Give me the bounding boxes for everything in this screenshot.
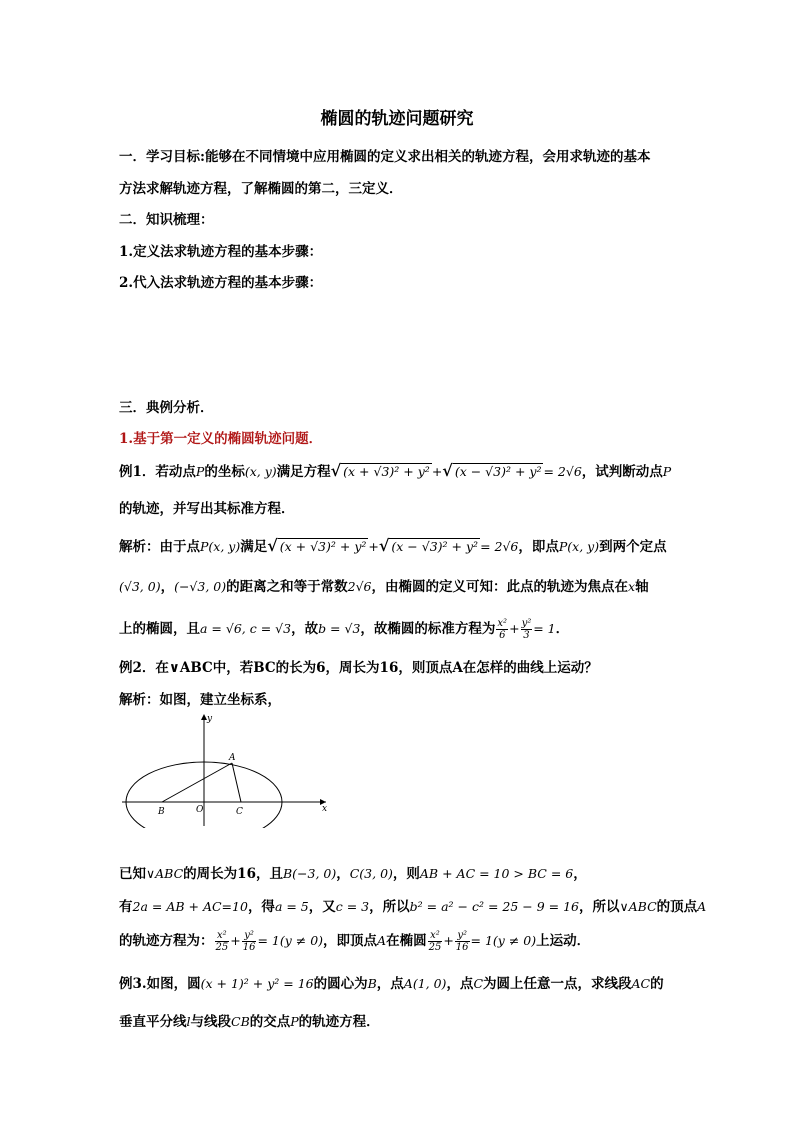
point-p: P [662, 464, 672, 479]
condition: = 1(y ≠ 0) [257, 933, 324, 948]
text: 有 [119, 899, 133, 915]
text: 满足方程 [276, 464, 331, 480]
example-2-solution-label: 解析：如图，建立坐标系， [119, 692, 281, 708]
example-2-solution-1 [119, 862, 587, 882]
fraction: $\frac{\text{y²}}{16}$ [242, 930, 256, 953]
vertex-a: A [697, 899, 707, 914]
example-3-label: 例3. [119, 976, 147, 992]
text: ，所以 [579, 899, 620, 915]
text: 为圆上任意一点，求线段 [483, 976, 632, 992]
vertex-a: A [377, 933, 387, 948]
segment-ac: AC [631, 976, 651, 991]
b-value: b = √3 [318, 621, 361, 636]
example-1-solution-1 [119, 535, 667, 555]
plus-sign: + [509, 621, 520, 636]
x-label: x [322, 804, 328, 814]
text: 如图，圆 [146, 976, 201, 992]
radical-sign: √ [267, 536, 278, 555]
text: 的轨迹方程为： [119, 933, 214, 949]
equals-one: = 1 [533, 621, 556, 636]
point-a: A(1, 0) [403, 976, 447, 991]
text: ，则 [392, 866, 420, 882]
fraction: $\frac{\text{x²}}{6}$ [497, 618, 508, 641]
example-3-statement-1 [119, 972, 664, 992]
examples-subheading: 1.基于第一定义的椭圆轨迹问题． [119, 431, 323, 447]
point-p: P [195, 464, 205, 479]
text: ，点 [376, 976, 404, 992]
text: ，试判断动点 [581, 464, 663, 480]
text: 在∨ABC中，若BC的长为6，周长为16，则顶点A在怎样的曲线上运动？ [155, 660, 598, 676]
text: ，所以 [369, 899, 410, 915]
y-label: y [207, 714, 213, 724]
plus-sign: + [443, 933, 454, 948]
text: ，故 [291, 621, 319, 637]
text: ， [573, 866, 587, 882]
fraction: $\frac{\text{y²}}{3}$ [521, 618, 532, 641]
radical-sign: √ [442, 461, 453, 480]
point-a-label: A [229, 753, 236, 763]
point-b-label: B [158, 807, 165, 817]
equation-rhs: = 2√6 [480, 539, 519, 554]
example-1-solution-2 [119, 575, 649, 595]
b-squared: b² = a² − c² = 25 − 9 = 16 [409, 899, 579, 914]
triangle: ∨ABC [146, 866, 184, 881]
fraction: $\frac{\text{x²}}{25}$ [428, 930, 442, 953]
text: ， [160, 579, 175, 595]
a-value: a = 5 [274, 899, 309, 914]
radicand-2: (x − √3)² + y² [454, 464, 542, 479]
example-2-solution-2 [119, 895, 706, 915]
text: 的距离之和等于常数 [226, 579, 348, 595]
relation-1: AB + AC = 10 > BC = 6 [419, 866, 574, 881]
text: 的周长为16，且 [183, 866, 283, 882]
text: 的圆心为 [313, 976, 368, 992]
text: ， [336, 866, 350, 882]
text: ，故椭圆的标准方程为 [360, 621, 496, 637]
text: 的轨迹方程． [298, 1014, 380, 1030]
circle-equation: (x + 1)² + y² = 16 [200, 976, 314, 991]
center-b: B [367, 976, 377, 991]
text: 满足 [240, 539, 268, 555]
point-pxy: P(x, y) [200, 539, 241, 554]
knowledge-heading: 二．知识梳理： [119, 212, 214, 228]
point-c: C [473, 976, 484, 991]
radicand-2: (x − √3)² + y² [391, 539, 479, 554]
text: 在椭圆 [386, 933, 427, 949]
radicand-1: (x + √3)² + y² [343, 464, 430, 479]
a-c-values: a = √6, c = √3 [200, 621, 292, 636]
x-axis-label: x [628, 579, 636, 594]
segment-ba [162, 763, 232, 802]
solution-label: 解析： [119, 539, 160, 555]
text: ． [555, 621, 570, 637]
example-1-label: 例1． [119, 464, 156, 480]
example-1-statement [119, 460, 671, 480]
text: ，即点 [518, 539, 559, 555]
page-title: 椭圆的轨迹问题研究 [320, 109, 474, 129]
point-c: C(3, 0) [349, 866, 393, 881]
radical-sign: √ [378, 536, 390, 555]
objectives-line-1: 一．学习目标:能够在不同情境中应用椭圆的定义求出相关的轨迹方程，会用求轨迹的基本 [119, 149, 651, 165]
point-p: P [290, 1014, 299, 1029]
text: 的交点 [249, 1014, 291, 1030]
coordinate: (x, y) [244, 464, 277, 479]
focus-2: (−√3, 0) [174, 579, 227, 594]
example-2-statement [119, 656, 598, 676]
text: ，由椭圆的定义可知：此点的轨迹为焦点在 [371, 579, 628, 595]
text: ，即顶点 [323, 933, 378, 949]
point-b: B(−3, 0) [282, 866, 337, 881]
example-2-label: 例2． [119, 660, 156, 676]
examples-heading: 三．典例分析． [119, 400, 214, 416]
text: 上运动． [536, 933, 591, 949]
point-c-label: C [236, 807, 243, 817]
text: 若动点 [155, 464, 196, 480]
knowledge-item-1: 1.定义法求轨迹方程的基本步骤： [119, 244, 323, 260]
objectives-line-2: 方法求解轨迹方程，了解椭圆的第二，三定义． [119, 181, 403, 197]
radical-sign: √ [330, 461, 342, 480]
focus-1: (√3, 0) [119, 579, 161, 594]
example-2-solution-3 [119, 929, 590, 953]
text: 的坐标 [204, 464, 245, 480]
example-1-solution-3 [119, 617, 569, 641]
text: ，点 [446, 976, 474, 992]
plus-sign: + [230, 933, 241, 948]
text: 的 [650, 976, 664, 992]
segment-ac [232, 763, 241, 802]
text: 已知 [119, 866, 146, 882]
knowledge-item-2: 2.代入法求轨迹方程的基本步骤： [119, 275, 323, 291]
origin-label: O [196, 805, 204, 815]
text: 上的椭圆，且 [119, 621, 200, 637]
condition: = 1(y ≠ 0) [470, 933, 537, 948]
example-3-statement-2 [119, 1010, 380, 1030]
triangle: ∨ABC [619, 899, 657, 914]
text: 的顶点 [656, 899, 698, 915]
constant: 2√6 [347, 579, 372, 594]
example-1-statement-2: 的轨迹，并写出其标准方程． [119, 501, 295, 517]
text: 轴 [635, 579, 649, 595]
plus-sign: + [431, 464, 443, 479]
c-value: c = 3 [335, 899, 370, 914]
fraction: $\frac{\text{x²}}{25}$ [215, 930, 229, 953]
text: 垂直平分线 [119, 1014, 187, 1030]
text: ，得 [247, 899, 275, 915]
plus-sign: + [368, 539, 379, 554]
text: 与线段 [190, 1014, 231, 1030]
equation-rhs: = 2√6 [543, 464, 582, 479]
relation-2: 2a = AB + AC=10 [132, 899, 248, 914]
fraction: $\frac{\text{y²}}{16}$ [455, 930, 469, 953]
text: ，又 [308, 899, 336, 915]
ellipse-figure [118, 710, 338, 828]
point-pxy: P(x, y) [558, 539, 600, 554]
radicand-1: (x + √3)² + y² [279, 539, 367, 554]
segment-cb: CB [231, 1014, 250, 1029]
text: 由于点 [159, 539, 200, 555]
line-l: l [186, 1014, 191, 1029]
text: 到两个定点 [599, 539, 667, 555]
